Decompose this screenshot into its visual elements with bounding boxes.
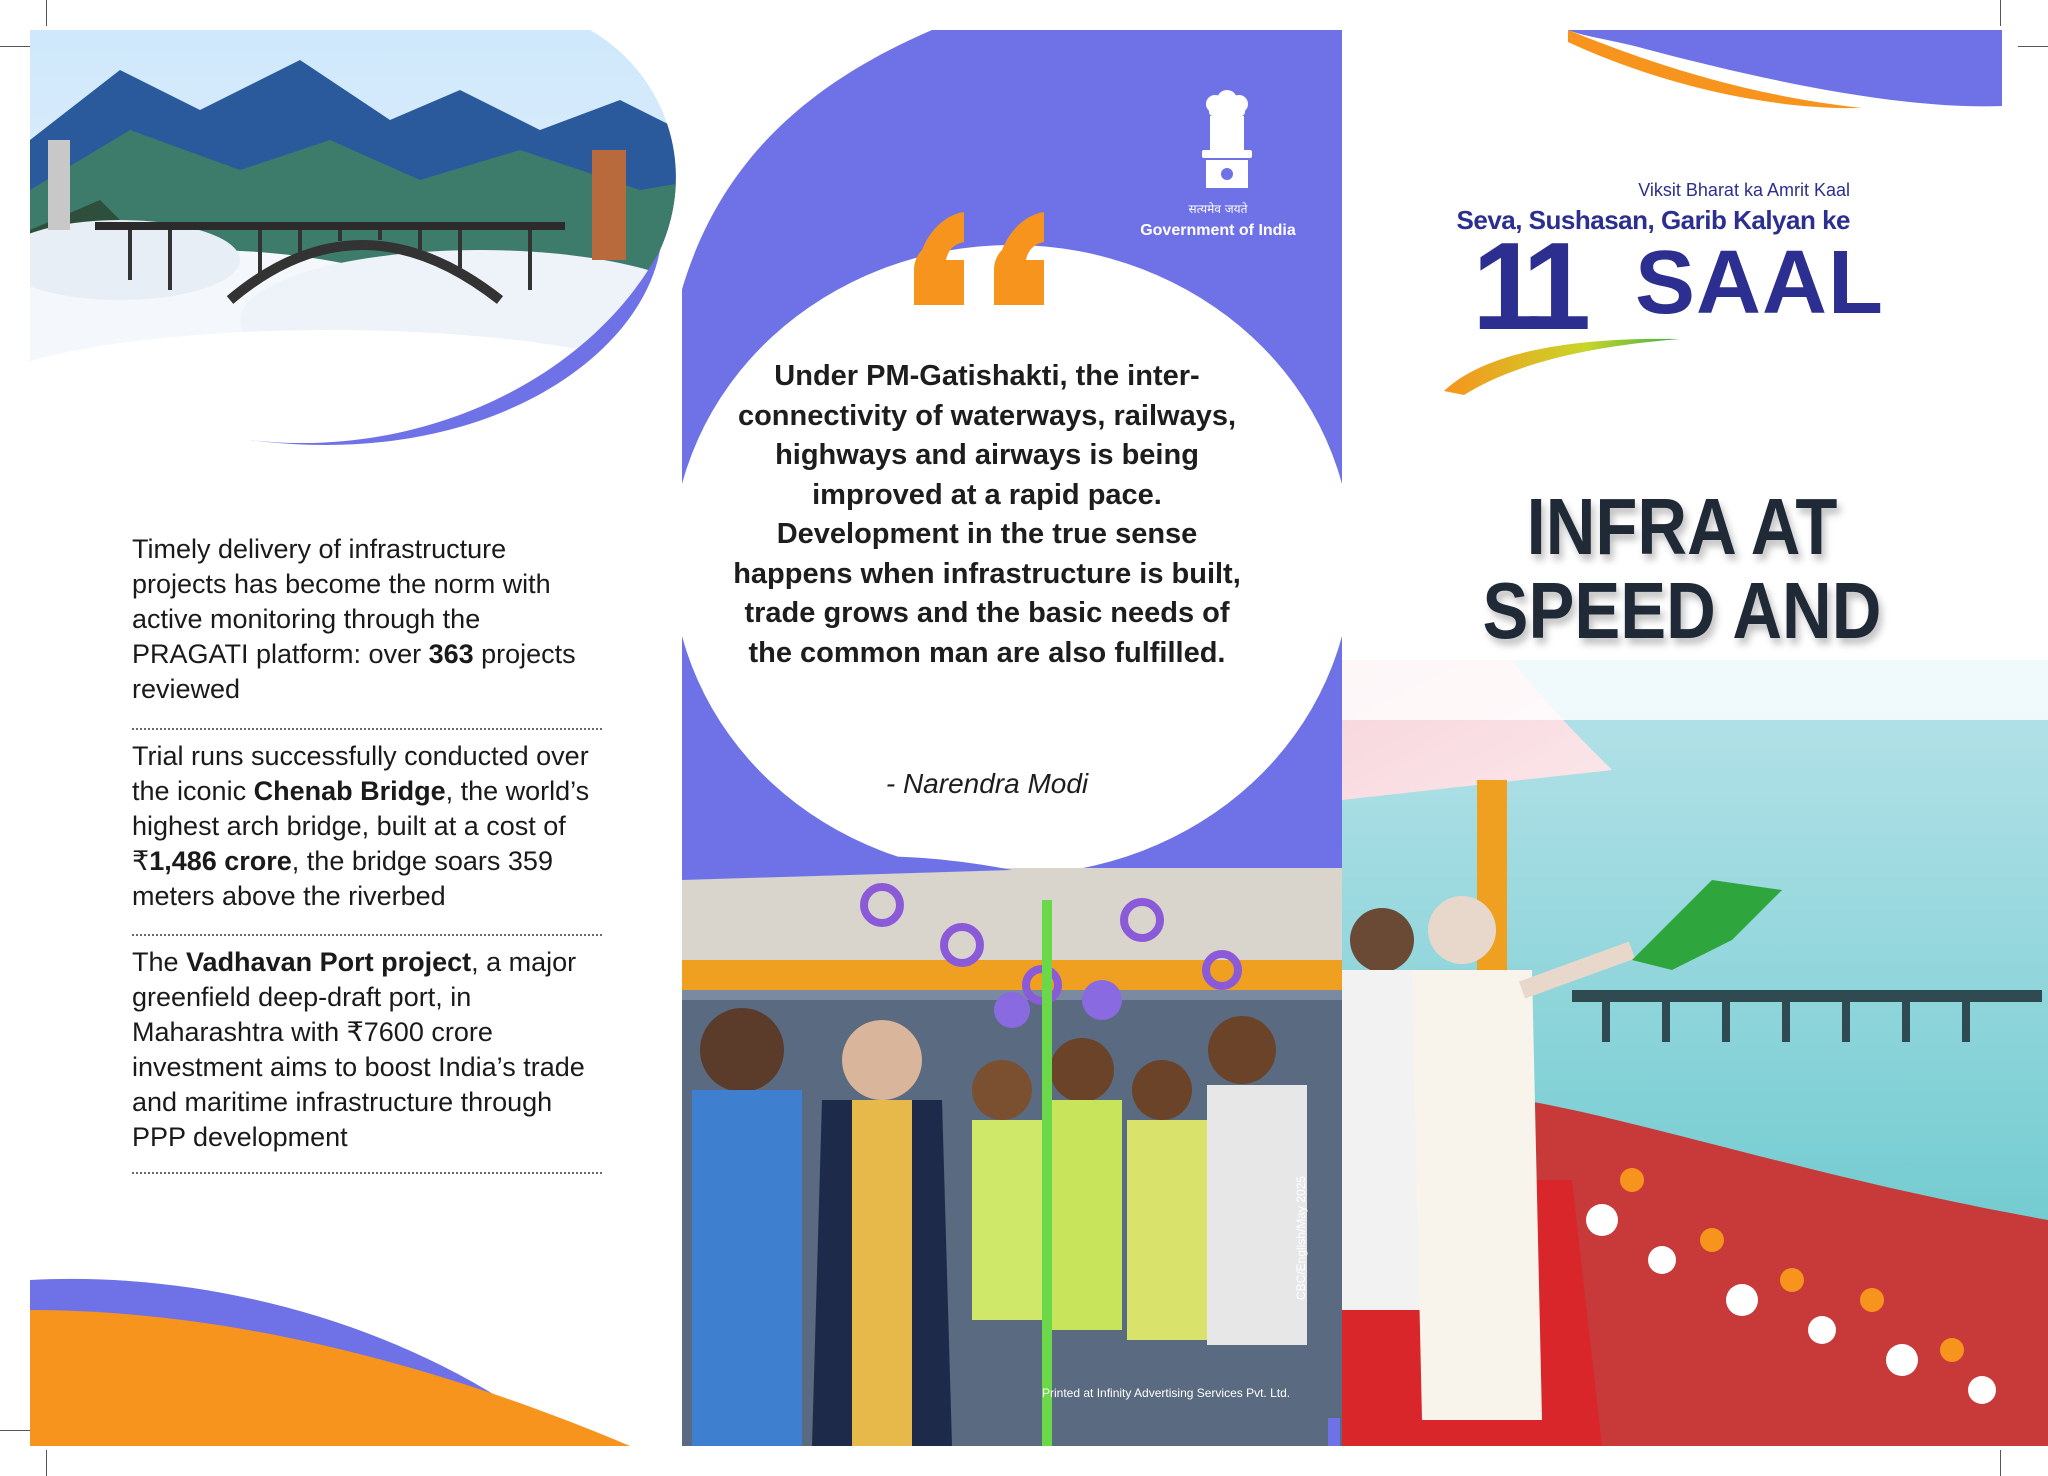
fact-pragati: [132, 532, 602, 707]
logo-word: SAAL: [1635, 233, 1884, 333]
subtitle: Seva, Sushasan, Garib Kalyan ke: [1456, 205, 1850, 235]
fact-text: , the world’s highest arch bridge, built at a cost of ₹: [132, 776, 590, 876]
quote-author: - Narendra Modi: [885, 768, 1089, 799]
bottom-wave-decoration: [0, 1270, 682, 1476]
fact-chenab-bridge: [132, 739, 602, 914]
fact-highlight: Chenab Bridge: [253, 776, 446, 806]
cbc-code: CBC/English/May 2025: [1294, 1175, 1308, 1300]
page-title: INFRA AT SPEED AND: [1482, 482, 1882, 655]
fact-highlight: 363: [428, 639, 474, 669]
government-of-india-label: Government of India: [1140, 222, 1296, 239]
logo-number: 11: [1472, 218, 1580, 356]
top-wave-decoration: [1342, 0, 2048, 140]
divider: [132, 728, 602, 730]
printer-credit: Printed at Infinity Advertising Services Pvt. Ltd.: [1042, 1386, 1291, 1400]
fact-text: Trial runs successfully conducted over the iconic: [132, 741, 589, 806]
fact-text: , the bridge soars 359 meters above the riverbed: [132, 846, 553, 911]
fact-text: The: [132, 947, 187, 977]
fact-text: Timely delivery of infrastructure projects has become the norm with active monitoring through the PRAGATI platform: over: [132, 534, 551, 669]
chenab-bridge-photo: [0, 0, 682, 480]
fact-text: , a major greenfield deep-draft port, in Maharashtra with ₹7600 crore investment aims to boost India’s trade and maritime infrastructure through PPP development: [132, 947, 585, 1152]
fact-highlight: 1,486 crore: [149, 846, 292, 876]
metro-photo: [682, 868, 1342, 1446]
divider: [132, 1172, 602, 1174]
left-panel: [0, 0, 682, 1476]
pm-quote: Under PM-Gatishakti, the inter-connectivity of waterways, railways, highways and airways is being improved at a rapid pace. Development in the true sense happens when infrastructure is built, trade grows and the basic needs of the common man are also fulfilled.: [733, 360, 1241, 669]
fact-highlight: Vadhavan Port project: [186, 947, 472, 977]
flag-off-photo: [1342, 660, 2048, 1446]
tagline: Viksit Bharat ka Amrit Kaal: [1638, 180, 1850, 200]
fact-text: projects reviewed: [132, 639, 576, 704]
divider: [132, 934, 602, 936]
right-panel: [1342, 0, 2048, 1476]
middle-panel: [682, 0, 1342, 1476]
fact-vadhavan-port: [132, 945, 602, 1155]
emblem-motto: सत्यमेव जयते: [1188, 202, 1248, 216]
